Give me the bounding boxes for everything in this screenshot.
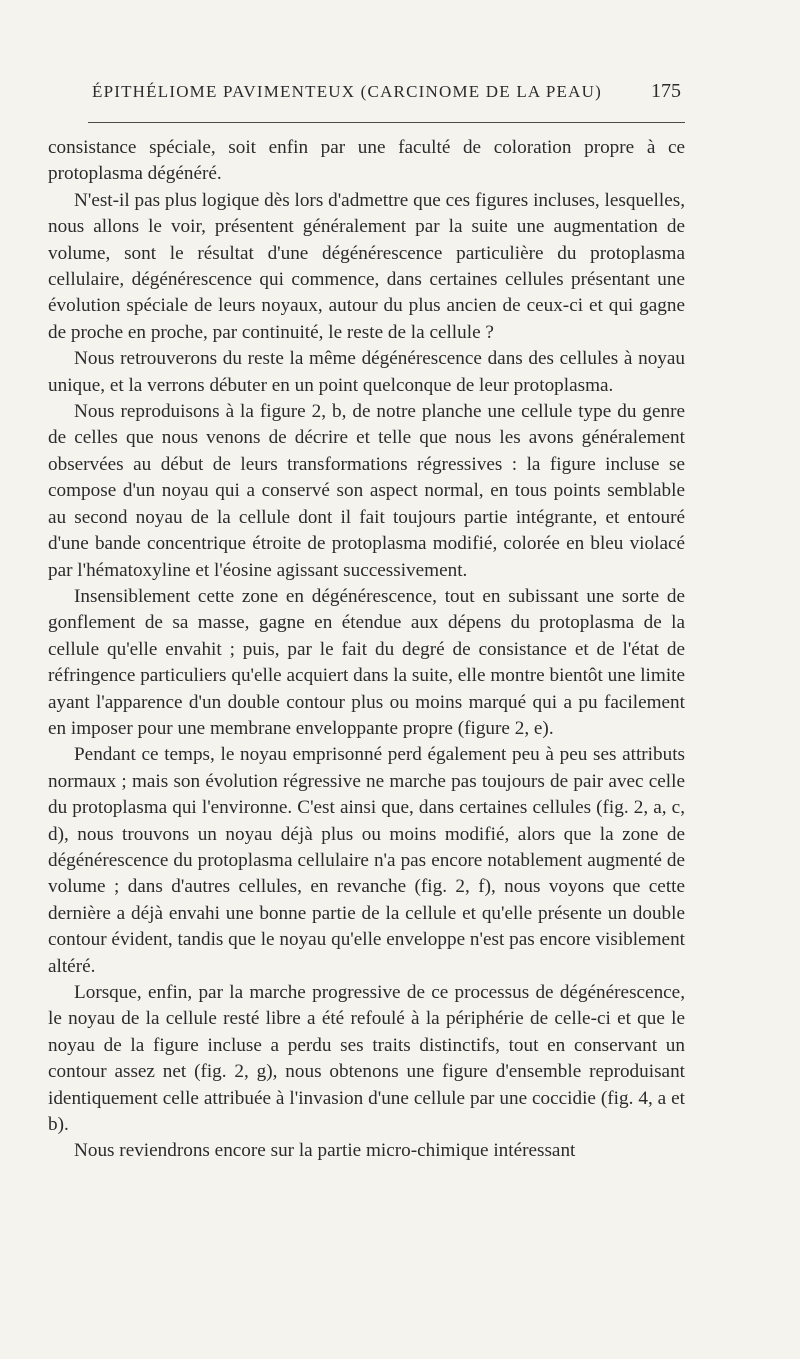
book-page — [48, 72, 685, 1165]
running-title: ÉPITHÉLIOME PAVIMENTEUX (CARCINOME DE LA PEAU) — [92, 82, 602, 101]
paragraph: Lorsque, enfin, par la marche progressive de ce processus de dégénérescence, le noyau de la cellule resté libre a été refoulé à la périphérie de celle-ci et que le noyau de la figure incluse a perdu ses traits distinctifs, tout en conservant un contour assez net (fig. 2, g), nous obtenons une figure d'ensemble reproduisant identiquement celle attribuée à l'invasion d'une cellule par une coccidie (fig. 4, a et b). — [48, 982, 685, 1136]
paragraph-last: Nous reviendrons encore sur la partie micro-chimique intéressant — [74, 1140, 576, 1162]
page-number: 175 — [651, 80, 681, 102]
paragraph: Nous retrouverons du reste la même dégénérescence dans des cellules à noyau unique, et la verrons débuter en un point quelconque de leur protoplasma. — [48, 348, 685, 396]
running-header — [48, 72, 685, 114]
paragraph: Insensiblement cette zone en dégénérescence, tout en subissant une sorte de gonflement de sa masse, gagne en étendue aux dépens du protoplasma de la cellule qu'elle envahit ; puis, par le fait du degré de consistance et de l'état de réfringence particuliers qu'elle acquiert dans la suite, elle montre bientôt une limite ayant l'apparence d'un double contour plus ou moins marqué qui a pu facilement en imposer pour une membrane enveloppante propre (figure 2, e). — [48, 585, 685, 739]
paragraph: Pendant ce temps, le noyau emprisonné perd également peu à peu ses attributs normaux ; mais son évolution régressive ne marche pas toujours de pair avec celle du protoplasma qui l'environne. C'est ainsi que, dans certaines cellules (fig. 2, a, c, d), nous trouvons un noyau déjà plus ou moins modifié, alors que la zone de dégénérescence du protoplasma cellulaire n'a pas encore notablement augmenté de volume ; dans d'autres cellules, en revanche (fig. 2, f), nous voyons que cette dernière a déjà envahi une bonne partie de la cellule et qu'elle présente un double contour évident, tandis que le noyau qu'elle enveloppe n'est pas encore visiblement altéré. — [48, 744, 685, 977]
paragraph-continuation: consistance spéciale, soit enfin par une faculté de coloration propre à ce protoplasma dégénéré. — [48, 137, 685, 185]
header-rule — [88, 122, 685, 123]
paragraph: Nous reproduisons à la figure 2, b, de notre planche une cellule type du genre de celles que nous venons de décrire et telle que nous les avons généralement observées au début de leurs transformations régressives : la figure incluse se compose d'un noyau qui a conservé son aspect normal, en tous points semblable au second noyau de la cellule dont il fait toujours partie intégrante, et entouré d'une bande concentrique étroite de protoplasma modifié, colorée en bleu violacé par l'hématoxyline et l'éosine agissant successivement. — [48, 401, 685, 581]
paragraph: N'est-il pas plus logique dès lors d'admettre que ces figures incluses, lesquelles, nous allons le voir, présentent généralement par la suite une augmentation de volume, sont le résultat d'une dégénérescence particulière du protoplasma cellulaire, dégénérescence qui commence, dans certaines cellules présentant une évolution spéciale de leurs noyaux, autour du plus ancien de ceux-ci et qui gagne de proche en proche, par continuité, le reste de la cellule ? — [48, 189, 685, 343]
body-text — [48, 135, 685, 1165]
